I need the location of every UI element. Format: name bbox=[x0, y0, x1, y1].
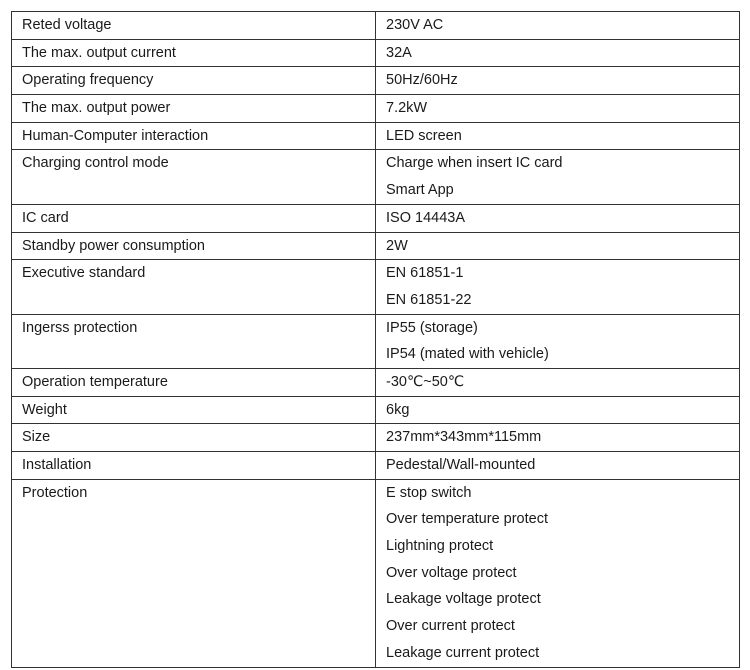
spec-value: 2W bbox=[386, 237, 408, 254]
spec-value-cell bbox=[376, 39, 740, 67]
table-row bbox=[12, 424, 740, 452]
spec-value: Lightning protect bbox=[386, 538, 494, 555]
spec-name: Operating frequency bbox=[22, 72, 154, 89]
spec-value-cell bbox=[376, 396, 740, 424]
table-row bbox=[12, 479, 740, 667]
spec-value: Leakage current protect bbox=[386, 644, 540, 661]
table-row bbox=[12, 314, 740, 368]
spec-value: 50Hz/60Hz bbox=[386, 72, 458, 89]
table-row bbox=[12, 396, 740, 424]
spec-name-cell bbox=[12, 232, 376, 260]
spec-value-cell bbox=[376, 150, 740, 204]
spec-name: The max. output current bbox=[22, 44, 176, 61]
spec-value: 32A bbox=[386, 44, 412, 61]
spec-value: E stop switch bbox=[386, 484, 472, 501]
spec-name-cell bbox=[12, 424, 376, 452]
spec-value: Pedestal/Wall-mounted bbox=[386, 457, 536, 473]
spec-name-cell bbox=[12, 368, 376, 396]
spec-value-cell bbox=[376, 67, 740, 95]
spec-name: Reted voltage bbox=[22, 17, 112, 33]
spec-value-cell bbox=[376, 368, 740, 396]
spec-value: Leakage voltage protect bbox=[386, 591, 541, 608]
spec-value-cell bbox=[376, 12, 740, 40]
spec-name: Installation bbox=[22, 457, 92, 473]
spec-value: 7.2kW bbox=[386, 100, 428, 117]
spec-value-cell bbox=[376, 232, 740, 260]
spec-name-cell bbox=[12, 396, 376, 424]
spec-name-cell bbox=[12, 150, 376, 204]
spec-name: Operation temperature bbox=[22, 373, 168, 390]
spec-value: 230V AC bbox=[386, 17, 444, 33]
table-row bbox=[12, 39, 740, 67]
spec-value-cell bbox=[376, 95, 740, 123]
spec-value: IP55 (storage) bbox=[386, 319, 478, 336]
spec-name-cell bbox=[12, 67, 376, 95]
spec-value: EN 61851-1 bbox=[386, 265, 464, 282]
spec-value: 237mm*343mm*115mm bbox=[386, 429, 542, 446]
spec-name-cell bbox=[12, 452, 376, 480]
spec-name: Weight bbox=[22, 401, 67, 418]
spec-value: LED screen bbox=[386, 127, 462, 144]
spec-name: IC card bbox=[22, 209, 69, 226]
spec-value-cell bbox=[376, 314, 740, 368]
table-row bbox=[12, 232, 740, 260]
spec-name: Standby power consumption bbox=[22, 237, 205, 254]
spec-name-cell bbox=[12, 122, 376, 150]
table-row bbox=[12, 95, 740, 123]
spec-value: IP54 (mated with vehicle) bbox=[386, 346, 549, 363]
spec-value: Over temperature protect bbox=[386, 511, 548, 528]
spec-value: EN 61851-22 bbox=[386, 291, 472, 308]
spec-value-cell bbox=[376, 204, 740, 232]
spec-name: Protection bbox=[22, 484, 88, 501]
spec-name: Ingerss protection bbox=[22, 319, 138, 336]
spec-table bbox=[11, 11, 740, 668]
spec-name: Human-Computer interaction bbox=[22, 127, 209, 144]
table-row bbox=[12, 150, 740, 204]
spec-value: Smart App bbox=[386, 182, 454, 199]
spec-value: -30℃~50℃ bbox=[386, 373, 465, 390]
spec-name-cell bbox=[12, 12, 376, 40]
spec-value-cell bbox=[376, 452, 740, 480]
spec-name-cell bbox=[12, 204, 376, 232]
spec-table-body bbox=[12, 12, 740, 668]
table-row bbox=[12, 67, 740, 95]
table-row bbox=[12, 204, 740, 232]
spec-name-cell bbox=[12, 95, 376, 123]
table-row bbox=[12, 260, 740, 314]
spec-value-cell bbox=[376, 424, 740, 452]
spec-value: Charge when insert IC card bbox=[386, 155, 563, 172]
spec-value: Over voltage protect bbox=[386, 564, 517, 581]
spec-value: 6kg bbox=[386, 401, 410, 418]
spec-value: Over current protect bbox=[386, 618, 515, 635]
spec-name: Charging control mode bbox=[22, 155, 169, 172]
spec-value-cell bbox=[376, 260, 740, 314]
spec-name: Size bbox=[22, 429, 51, 446]
spec-name-cell bbox=[12, 314, 376, 368]
spec-name: The max. output power bbox=[22, 100, 171, 117]
spec-value: ISO 14443A bbox=[386, 209, 465, 226]
spec-name-cell bbox=[12, 260, 376, 314]
table-row bbox=[12, 122, 740, 150]
spec-name-cell bbox=[12, 479, 376, 667]
table-row bbox=[12, 368, 740, 396]
spec-value-cell bbox=[376, 479, 740, 667]
table-row bbox=[12, 452, 740, 480]
spec-name-cell bbox=[12, 39, 376, 67]
table-row bbox=[12, 12, 740, 40]
spec-value-cell bbox=[376, 122, 740, 150]
spec-name: Executive standard bbox=[22, 265, 146, 282]
